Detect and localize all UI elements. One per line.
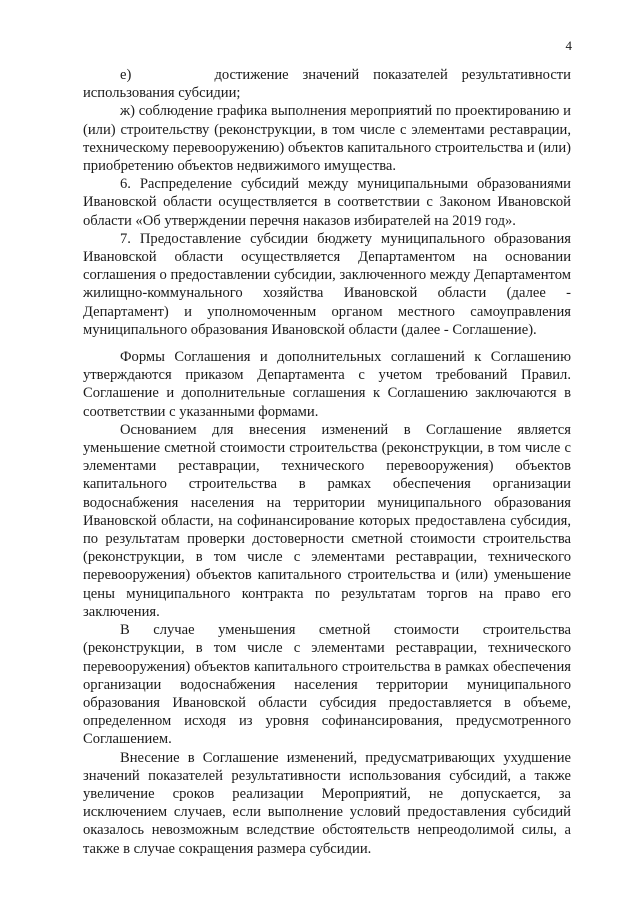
paragraph-grounds-for-changes: Основанием для внесения изменений в Соглашение является уменьшение сметной стоимости строительства (реконструкции, в том числе с элементами реставрации, технического перевооружения) объектов капитального строительства в рамках обеспечения организации водоснабжения населения на территории муниципального образования Ивановской области, на софинансирование которых предоставлена субсидия, по результатам проверки достоверности сметной стоимости строительства (реконструкции, в том числе с элементами реставрации, технического перевооружения) объектов капитального строительства и (или) уменьшение цены муниципального контракта по результатам торгов на право его заключения. [83,421,571,620]
paragraph-clause-7: 7. Предоставление субсидии бюджету муниципального образования Ивановской области осуществляется Департаментом на основании соглашения о предоставлении субсидии, заключенного между Департаментом жилищно-коммунального хозяйства Ивановской области (далее - Департамент) и уполномоченным органом местного самоуправления муниципального образования Ивановской области (далее - Соглашение). [83,230,571,338]
paragraph-clause-6: 6. Распределение субсидий между муниципальными образованиями Ивановской области осуществляется в соответствии с Законом Ивановской области «Об утверждении перечня наказов избирателей на 2019 год». [83,176,571,229]
page-number: 4 [565,38,572,53]
paragraph-cost-reduction: В случае уменьшения сметной стоимости строительства (реконструкции, в том числе с элементами реставрации, технического перевооружения) объектов капитального строительства в рамках обеспечения организации водоснабжения населения территории муниципального образования Ивановской области субсидия предоставляется в объеме, определенном исходя из уровня софинансирования, предусмотренного Соглашением. [83,622,571,748]
paragraph-changes-restrictions: Внесение в Соглашение изменений, предусматривающих ухудшение значений показателей результативности использования субсидий, а также увеличение сроков реализации Мероприятий, не допускается, за исключением случаев, если выполнение условий предоставления субсидий оказалось невозможным вследствие обстоятельств непреодолимой силы, а также в случае сокращения размера субсидии. [83,749,571,857]
document-body [83,66,571,858]
paragraph-agreement-forms: Формы Соглашения и дополнительных соглашений к Соглашению утверждаются приказом Департамента с учетом требований Правил. Соглашение и дополнительные соглашения к Соглашению заключаются в соответствии с указанными формами. [83,349,571,420]
paragraph-item-zh: ж) соблюдение графика выполнения мероприятий по проектированию и (или) строительству (реконструкции, в том числе с элементами реставрации, техническому перевооружению) объектов капитального строительства и (или) приобретению объектов недвижимого имущества. [83,103,571,175]
paragraph-item-e: е) достижение значений показателей результативности использования субсидии; [83,67,571,102]
